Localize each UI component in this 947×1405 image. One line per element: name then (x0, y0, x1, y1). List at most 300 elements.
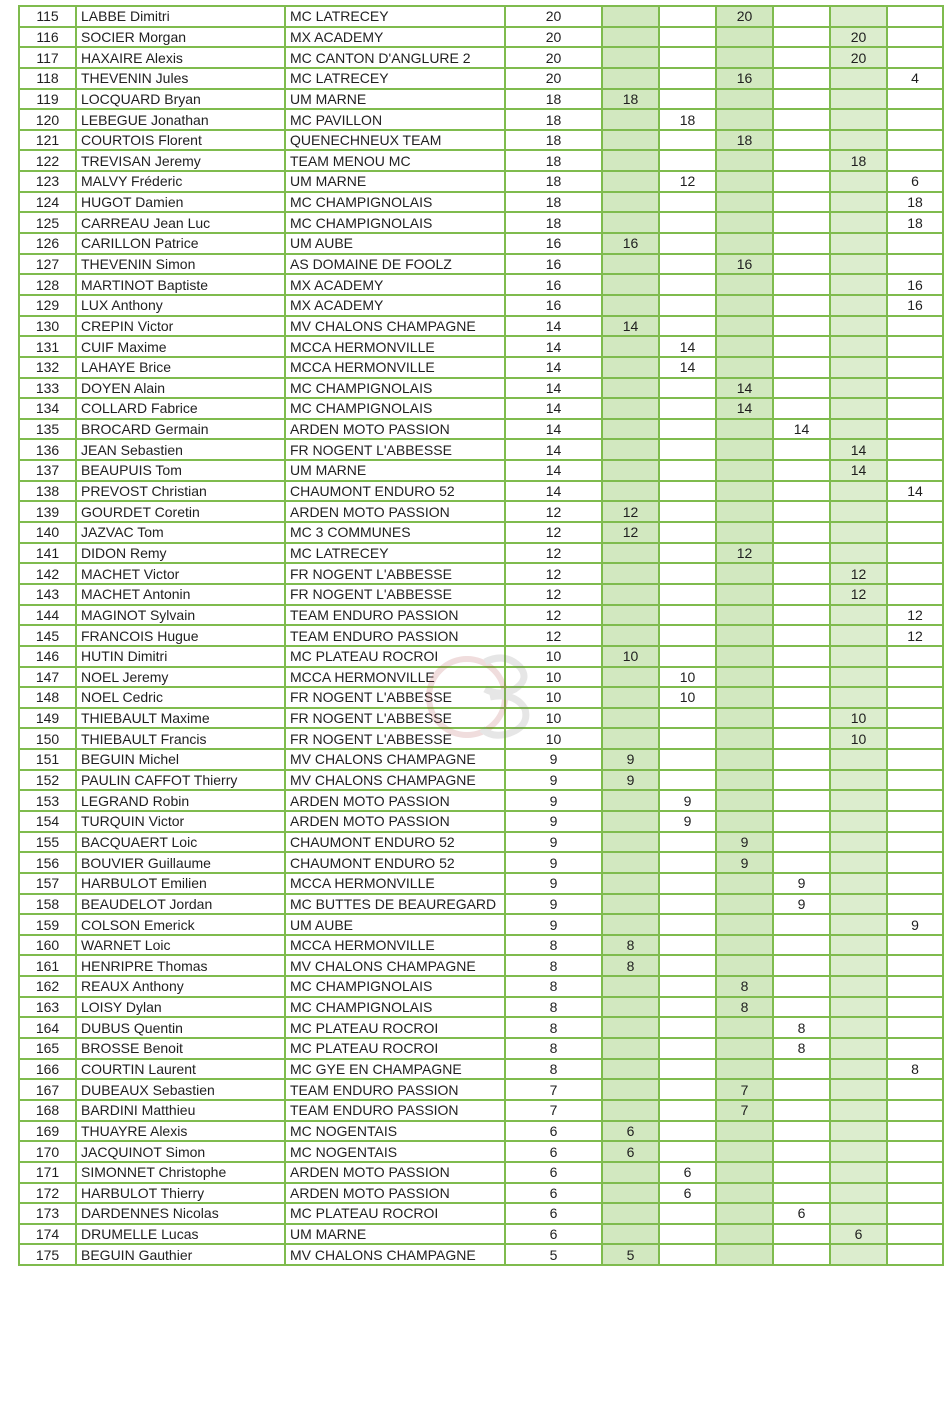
round-points-cell (659, 749, 716, 770)
table-row (19, 1244, 943, 1265)
club-cell: FR NOGENT L'ABBESSE (285, 584, 505, 605)
round-points-cell (887, 89, 943, 110)
round-points-cell: 18 (830, 150, 887, 171)
round-points-cell: 8 (716, 976, 773, 997)
rank-cell: 130 (19, 316, 76, 337)
round-points-cell (716, 873, 773, 894)
round-points-cell (830, 501, 887, 522)
round-points-cell (773, 1121, 830, 1142)
total-points-cell: 16 (505, 233, 602, 254)
round-points-cell (830, 811, 887, 832)
round-points-cell (773, 439, 830, 460)
round-points-cell (602, 584, 659, 605)
round-points-cell: 12 (659, 171, 716, 192)
round-points-cell (659, 522, 716, 543)
table-row (19, 708, 943, 729)
round-points-cell (602, 563, 659, 584)
round-points-cell (830, 935, 887, 956)
round-points-cell (773, 708, 830, 729)
round-points-cell: 16 (887, 295, 943, 316)
club-cell: MCCA HERMONVILLE (285, 935, 505, 956)
round-points-cell (716, 894, 773, 915)
round-points-cell (830, 398, 887, 419)
round-points-cell (716, 708, 773, 729)
round-points-cell: 8 (602, 955, 659, 976)
rank-cell: 140 (19, 522, 76, 543)
round-points-cell (716, 749, 773, 770)
round-points-cell (716, 1203, 773, 1224)
round-points-cell (716, 687, 773, 708)
round-points-cell (887, 976, 943, 997)
round-points-cell (602, 832, 659, 853)
total-points-cell: 20 (505, 68, 602, 89)
round-points-cell (659, 233, 716, 254)
total-points-cell: 14 (505, 439, 602, 460)
table-row (19, 378, 943, 399)
round-points-cell (602, 708, 659, 729)
round-points-cell (716, 27, 773, 48)
rider-name-cell: JEAN Sebastien (76, 439, 285, 460)
total-points-cell: 5 (505, 1244, 602, 1265)
round-points-cell (887, 543, 943, 564)
round-points-cell (773, 811, 830, 832)
club-cell: FR NOGENT L'ABBESSE (285, 687, 505, 708)
rank-cell: 174 (19, 1224, 76, 1245)
rank-cell: 172 (19, 1183, 76, 1204)
round-points-cell: 16 (887, 274, 943, 295)
club-cell: MV CHALONS CHAMPAGNE (285, 316, 505, 337)
round-points-cell (830, 295, 887, 316)
rider-name-cell: CREPIN Victor (76, 316, 285, 337)
round-points-cell (716, 47, 773, 68)
total-points-cell: 18 (505, 171, 602, 192)
total-points-cell: 14 (505, 357, 602, 378)
rider-name-cell: CARREAU Jean Luc (76, 212, 285, 233)
rider-name-cell: BACQUAERT Loic (76, 832, 285, 853)
round-points-cell (716, 667, 773, 688)
round-points-cell (716, 212, 773, 233)
total-points-cell: 18 (505, 130, 602, 151)
table-row (19, 295, 943, 316)
rank-cell: 118 (19, 68, 76, 89)
round-points-cell (830, 336, 887, 357)
club-cell: UM MARNE (285, 1224, 505, 1245)
standings-body (19, 6, 943, 1265)
rider-name-cell: FRANCOIS Hugue (76, 625, 285, 646)
total-points-cell: 9 (505, 749, 602, 770)
table-row (19, 1141, 943, 1162)
total-points-cell: 14 (505, 316, 602, 337)
round-points-cell (602, 212, 659, 233)
round-points-cell (602, 1203, 659, 1224)
round-points-cell (830, 955, 887, 976)
round-points-cell (830, 894, 887, 915)
table-row (19, 646, 943, 667)
total-points-cell: 10 (505, 687, 602, 708)
rider-name-cell: LUX Anthony (76, 295, 285, 316)
rank-cell: 143 (19, 584, 76, 605)
club-cell: MV CHALONS CHAMPAGNE (285, 1244, 505, 1265)
club-cell: MC LATRECEY (285, 68, 505, 89)
round-points-cell: 14 (659, 336, 716, 357)
round-points-cell (773, 749, 830, 770)
total-points-cell: 9 (505, 811, 602, 832)
rider-name-cell: DIDON Remy (76, 543, 285, 564)
round-points-cell (887, 27, 943, 48)
table-row (19, 192, 943, 213)
rank-cell: 131 (19, 336, 76, 357)
rank-cell: 134 (19, 398, 76, 419)
round-points-cell: 10 (830, 728, 887, 749)
round-points-cell (773, 667, 830, 688)
club-cell: UM MARNE (285, 460, 505, 481)
club-cell: UM MARNE (285, 89, 505, 110)
rider-name-cell: THEVENIN Jules (76, 68, 285, 89)
total-points-cell: 20 (505, 6, 602, 27)
club-cell: CHAUMONT ENDURO 52 (285, 832, 505, 853)
club-cell: ARDEN MOTO PASSION (285, 501, 505, 522)
round-points-cell: 6 (602, 1141, 659, 1162)
round-points-cell (830, 749, 887, 770)
table-row (19, 522, 943, 543)
table-row (19, 316, 943, 337)
rider-name-cell: LEGRAND Robin (76, 790, 285, 811)
total-points-cell: 10 (505, 708, 602, 729)
round-points-cell (602, 1079, 659, 1100)
round-points-cell: 9 (773, 894, 830, 915)
total-points-cell: 8 (505, 976, 602, 997)
table-row (19, 749, 943, 770)
round-points-cell (773, 398, 830, 419)
rank-cell: 141 (19, 543, 76, 564)
table-row (19, 150, 943, 171)
rank-cell: 138 (19, 481, 76, 502)
round-points-cell (659, 150, 716, 171)
round-points-cell (830, 625, 887, 646)
round-points-cell (602, 1059, 659, 1080)
total-points-cell: 8 (505, 955, 602, 976)
round-points-cell (716, 646, 773, 667)
round-points-cell (887, 687, 943, 708)
table-row (19, 1100, 943, 1121)
round-points-cell (830, 1203, 887, 1224)
rider-name-cell: HUGOT Damien (76, 192, 285, 213)
round-points-cell (602, 47, 659, 68)
rider-name-cell: LABBE Dimitri (76, 6, 285, 27)
total-points-cell: 12 (505, 522, 602, 543)
round-points-cell (602, 811, 659, 832)
rank-cell: 164 (19, 1017, 76, 1038)
total-points-cell: 8 (505, 1059, 602, 1080)
round-points-cell (887, 894, 943, 915)
round-points-cell (887, 316, 943, 337)
round-points-cell (602, 481, 659, 502)
table-row (19, 1224, 943, 1245)
club-cell: ARDEN MOTO PASSION (285, 1183, 505, 1204)
round-points-cell (602, 1162, 659, 1183)
round-points-cell: 12 (716, 543, 773, 564)
round-points-cell (773, 1244, 830, 1265)
round-points-cell: 10 (659, 667, 716, 688)
round-points-cell (773, 1162, 830, 1183)
round-points-cell (602, 1224, 659, 1245)
rank-cell: 175 (19, 1244, 76, 1265)
rider-name-cell: DUBUS Quentin (76, 1017, 285, 1038)
round-points-cell (716, 625, 773, 646)
total-points-cell: 18 (505, 192, 602, 213)
rank-cell: 139 (19, 501, 76, 522)
table-row (19, 1017, 943, 1038)
round-points-cell (887, 419, 943, 440)
rank-cell: 159 (19, 914, 76, 935)
round-points-cell (773, 27, 830, 48)
table-row (19, 687, 943, 708)
club-cell: MC NOGENTAIS (285, 1141, 505, 1162)
total-points-cell: 10 (505, 667, 602, 688)
round-points-cell (659, 378, 716, 399)
round-points-cell: 8 (602, 935, 659, 956)
rider-name-cell: MARTINOT Baptiste (76, 274, 285, 295)
rider-name-cell: GOURDET Coretin (76, 501, 285, 522)
round-points-cell (602, 625, 659, 646)
round-points-cell: 12 (887, 625, 943, 646)
round-points-cell (773, 1100, 830, 1121)
round-points-cell (830, 109, 887, 130)
round-points-cell (773, 832, 830, 853)
table-row (19, 481, 943, 502)
round-points-cell (830, 997, 887, 1018)
round-points-cell (887, 378, 943, 399)
round-points-cell (602, 790, 659, 811)
rider-name-cell: COLSON Emerick (76, 914, 285, 935)
round-points-cell: 20 (830, 27, 887, 48)
round-points-cell (887, 150, 943, 171)
round-points-cell (773, 47, 830, 68)
round-points-cell (659, 1141, 716, 1162)
total-points-cell: 6 (505, 1203, 602, 1224)
rank-cell: 155 (19, 832, 76, 853)
round-points-cell: 6 (659, 1162, 716, 1183)
round-points-cell (830, 770, 887, 791)
round-points-cell: 6 (887, 171, 943, 192)
rank-cell: 149 (19, 708, 76, 729)
rank-cell: 156 (19, 852, 76, 873)
table-row (19, 832, 943, 853)
total-points-cell: 12 (505, 605, 602, 626)
total-points-cell: 14 (505, 481, 602, 502)
round-points-cell (602, 295, 659, 316)
club-cell: ARDEN MOTO PASSION (285, 1162, 505, 1183)
round-points-cell (659, 646, 716, 667)
total-points-cell: 10 (505, 728, 602, 749)
round-points-cell (659, 894, 716, 915)
round-points-cell (602, 109, 659, 130)
round-points-cell (887, 522, 943, 543)
round-points-cell (887, 997, 943, 1018)
round-points-cell (887, 584, 943, 605)
round-points-cell (602, 1038, 659, 1059)
round-points-cell (830, 1162, 887, 1183)
total-points-cell: 18 (505, 212, 602, 233)
round-points-cell (602, 68, 659, 89)
rank-cell: 124 (19, 192, 76, 213)
round-points-cell (716, 439, 773, 460)
round-points-cell (716, 1224, 773, 1245)
round-points-cell (659, 605, 716, 626)
round-points-cell: 20 (830, 47, 887, 68)
table-row (19, 460, 943, 481)
club-cell: MC PAVILLON (285, 109, 505, 130)
rank-cell: 161 (19, 955, 76, 976)
round-points-cell (602, 27, 659, 48)
round-points-cell (716, 1162, 773, 1183)
rider-name-cell: HARBULOT Thierry (76, 1183, 285, 1204)
rank-cell: 119 (19, 89, 76, 110)
round-points-cell (773, 522, 830, 543)
rank-cell: 146 (19, 646, 76, 667)
club-cell: MC CHAMPIGNOLAIS (285, 378, 505, 399)
round-points-cell (602, 254, 659, 275)
rider-name-cell: REAUX Anthony (76, 976, 285, 997)
table-row (19, 254, 943, 275)
rider-name-cell: COURTOIS Florent (76, 130, 285, 151)
club-cell: MV CHALONS CHAMPAGNE (285, 749, 505, 770)
table-row (19, 1183, 943, 1204)
round-points-cell (602, 687, 659, 708)
rank-cell: 133 (19, 378, 76, 399)
round-points-cell (887, 336, 943, 357)
total-points-cell: 14 (505, 460, 602, 481)
rank-cell: 171 (19, 1162, 76, 1183)
round-points-cell (830, 1100, 887, 1121)
round-points-cell: 14 (830, 439, 887, 460)
round-points-cell (773, 481, 830, 502)
round-points-cell (602, 150, 659, 171)
round-points-cell (887, 1121, 943, 1142)
round-points-cell: 14 (716, 378, 773, 399)
round-points-cell (887, 749, 943, 770)
round-points-cell: 14 (716, 398, 773, 419)
rider-name-cell: PAULIN CAFFOT Thierry (76, 770, 285, 791)
round-points-cell: 18 (602, 89, 659, 110)
club-cell: CHAUMONT ENDURO 52 (285, 481, 505, 502)
rider-name-cell: MALVY Fréderic (76, 171, 285, 192)
rider-name-cell: SIMONNET Christophe (76, 1162, 285, 1183)
round-points-cell (830, 1141, 887, 1162)
round-points-cell: 16 (716, 254, 773, 275)
round-points-cell (659, 1100, 716, 1121)
round-points-cell (887, 955, 943, 976)
rider-name-cell: LEBEGUE Jonathan (76, 109, 285, 130)
rider-name-cell: SOCIER Morgan (76, 27, 285, 48)
rider-name-cell: DRUMELLE Lucas (76, 1224, 285, 1245)
table-row (19, 1121, 943, 1142)
round-points-cell (602, 852, 659, 873)
round-points-cell (830, 522, 887, 543)
round-points-cell (659, 1038, 716, 1059)
table-row (19, 935, 943, 956)
round-points-cell: 8 (773, 1038, 830, 1059)
round-points-cell (773, 109, 830, 130)
round-points-cell (830, 254, 887, 275)
table-row (19, 811, 943, 832)
round-points-cell (830, 914, 887, 935)
round-points-cell (659, 89, 716, 110)
total-points-cell: 8 (505, 1038, 602, 1059)
club-cell: MC LATRECEY (285, 6, 505, 27)
club-cell: MV CHALONS CHAMPAGNE (285, 770, 505, 791)
rider-name-cell: HENRIPRE Thomas (76, 955, 285, 976)
rider-name-cell: MACHET Victor (76, 563, 285, 584)
total-points-cell: 6 (505, 1121, 602, 1142)
round-points-cell (887, 6, 943, 27)
round-points-cell (659, 68, 716, 89)
total-points-cell: 12 (505, 584, 602, 605)
round-points-cell (773, 625, 830, 646)
table-row (19, 667, 943, 688)
rank-cell: 128 (19, 274, 76, 295)
rank-cell: 127 (19, 254, 76, 275)
round-points-cell (887, 832, 943, 853)
table-row (19, 419, 943, 440)
round-points-cell (773, 955, 830, 976)
round-points-cell (830, 1059, 887, 1080)
rank-cell: 122 (19, 150, 76, 171)
round-points-cell: 18 (887, 192, 943, 213)
club-cell: TEAM MENOU MC (285, 150, 505, 171)
total-points-cell: 18 (505, 150, 602, 171)
club-cell: FR NOGENT L'ABBESSE (285, 563, 505, 584)
table-row (19, 976, 943, 997)
round-points-cell: 4 (887, 68, 943, 89)
total-points-cell: 16 (505, 254, 602, 275)
round-points-cell: 14 (602, 316, 659, 337)
round-points-cell (716, 935, 773, 956)
round-points-cell (887, 790, 943, 811)
club-cell: MCCA HERMONVILLE (285, 357, 505, 378)
rank-cell: 126 (19, 233, 76, 254)
round-points-cell (887, 873, 943, 894)
round-points-cell (659, 1017, 716, 1038)
round-points-cell (830, 419, 887, 440)
round-points-cell (659, 254, 716, 275)
round-points-cell (887, 501, 943, 522)
rank-cell: 160 (19, 935, 76, 956)
round-points-cell (659, 1224, 716, 1245)
table-row (19, 997, 943, 1018)
club-cell: MC CANTON D'ANGLURE 2 (285, 47, 505, 68)
table-row (19, 501, 943, 522)
table-row (19, 852, 943, 873)
club-cell: MC BUTTES DE BEAUREGARD (285, 894, 505, 915)
total-points-cell: 7 (505, 1100, 602, 1121)
round-points-cell (659, 1203, 716, 1224)
round-points-cell: 16 (602, 233, 659, 254)
round-points-cell (602, 605, 659, 626)
standings-table-wrapper (18, 5, 942, 1266)
total-points-cell: 8 (505, 1017, 602, 1038)
rank-cell: 137 (19, 460, 76, 481)
round-points-cell (716, 1141, 773, 1162)
round-points-cell: 14 (773, 419, 830, 440)
round-points-cell (602, 1017, 659, 1038)
round-points-cell (659, 1079, 716, 1100)
table-row (19, 89, 943, 110)
total-points-cell: 6 (505, 1141, 602, 1162)
table-row (19, 47, 943, 68)
round-points-cell: 7 (716, 1079, 773, 1100)
club-cell: MC GYE EN CHAMPAGNE (285, 1059, 505, 1080)
